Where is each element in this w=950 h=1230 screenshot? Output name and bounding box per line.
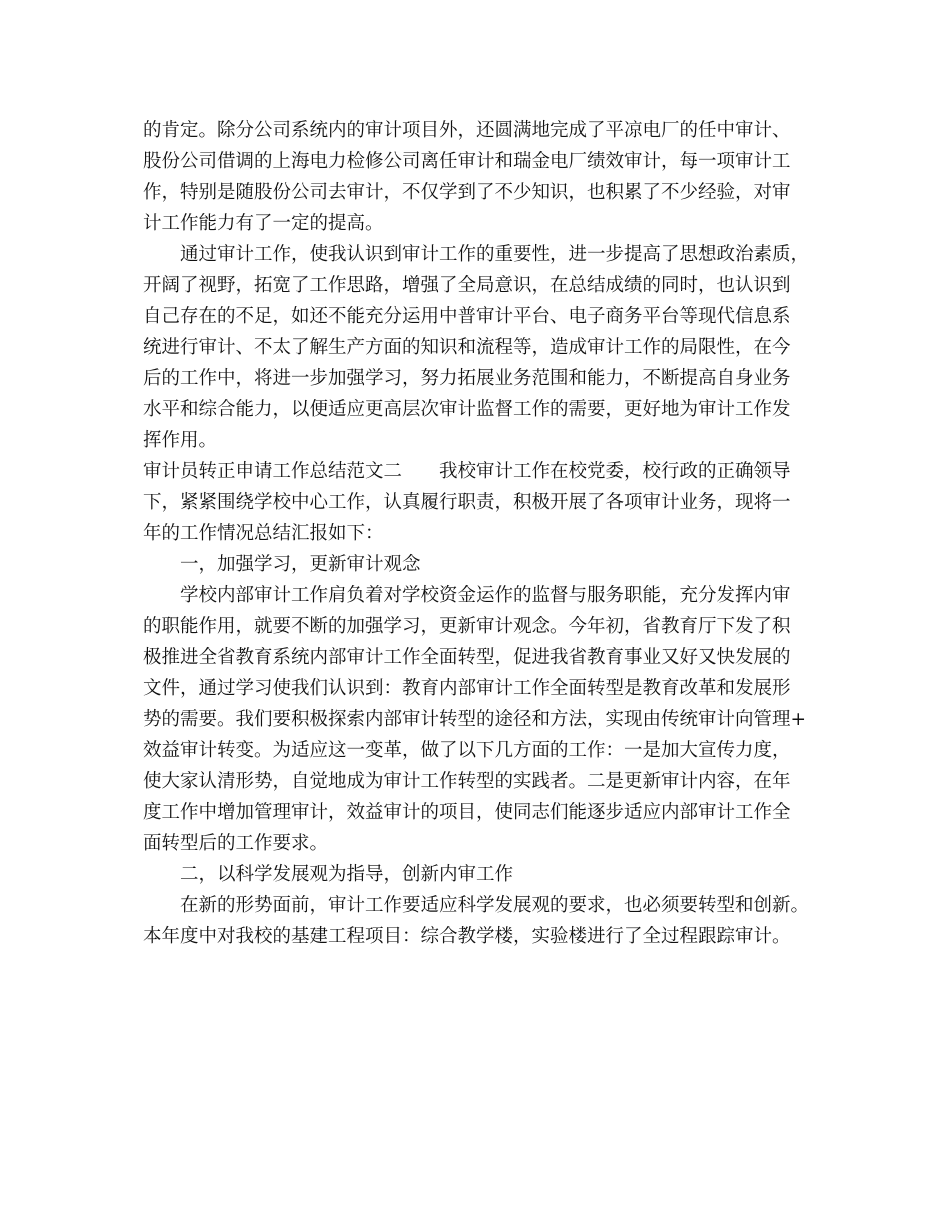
text-line: 二，以科学发展观为指导，创新内审工作 [180,864,514,885]
text-line: 在新的形势面前，审计工作要适应科学发展观的要求，也必须要转型和创新。 [180,895,810,916]
text-line: 作，特别是随股份公司去审计，不仅学到了不少知识，也积累了不少经验，对审 [143,182,791,203]
text-line: 度工作中增加管理审计，效益审计的项目，使同志们能逐步适应内部审计工作全 [143,802,791,823]
text-line: 势的需要。我们要积极探索内部审计转型的途径和方法，实现由传统审计向管理+ [143,709,807,730]
document-body [143,115,823,952]
text-line: 统进行审计、不太了解生产方面的知识和流程等，造成审计工作的局限性，在今 [143,337,791,358]
text-line: 下，紧紧围绕学校中心工作，认真履行职责，积极开展了各项审计业务，现将一 [143,492,791,513]
text-line: 计工作能力有了一定的提高。 [143,213,384,234]
text-line: 本年度中对我校的基建工程项目：综合教学楼，实验楼进行了全过程跟踪审计。 [143,926,791,947]
text-line: 极推进全省教育系统内部审计工作全面转型，促进我省教育事业又好又快发展的 [143,647,791,668]
text-line: 学校内部审计工作肩负着对学校资金运作的监督与服务职能，充分发挥内审 [180,585,791,606]
text-line: 股份公司借调的上海电力检修公司离任审计和瑞金电厂绩效审计，每一项审计工 [143,151,791,172]
text-line: 自己存在的不足，如还不能充分运用中普审计平台、电子商务平台等现代信息系 [143,306,791,327]
text-line: 通过审计工作，使我认识到审计工作的重要性，进一步提高了思想政治素质， [180,244,810,265]
text-line: 使大家认清形势，自觉地成为审计工作转型的实践者。二是更新审计内容，在年 [143,771,791,792]
text-line: 效益审计转变。为适应这一变革，做了以下几方面的工作：一是加大宣传力度， [143,740,791,761]
text-line: 年的工作情况总结汇报如下： [143,523,384,544]
text-line: 审计员转正申请工作总结范文二 我校审计工作在校党委，校行政的正确领导 [143,461,791,482]
text-line: 面转型后的工作要求。 [143,833,329,854]
text-line: 开阔了视野，拓宽了工作思路，增强了全局意识，在总结成绩的同时，也认识到 [143,275,791,296]
text-line: 文件，通过学习使我们认识到：教育内部审计工作全面转型是教育改革和发展形 [143,678,791,699]
text-line: 挥作用。 [143,430,218,451]
text-line: 后的工作中，将进一步加强学习，努力拓展业务范围和能力，不断提高自身业务 [143,368,791,389]
text-line: 一，加强学习，更新审计观念 [180,554,421,575]
text-line: 的职能作用，就要不断的加强学习，更新审计观念。今年初，省教育厅下发了积 [143,616,791,637]
text-line: 水平和综合能力，以便适应更高层次审计监督工作的需要，更好地为审计工作发 [143,399,791,420]
text-line: 的肯定。除分公司系统内的审计项目外，还圆满地完成了平凉电厂的任中审计、 [143,120,791,141]
